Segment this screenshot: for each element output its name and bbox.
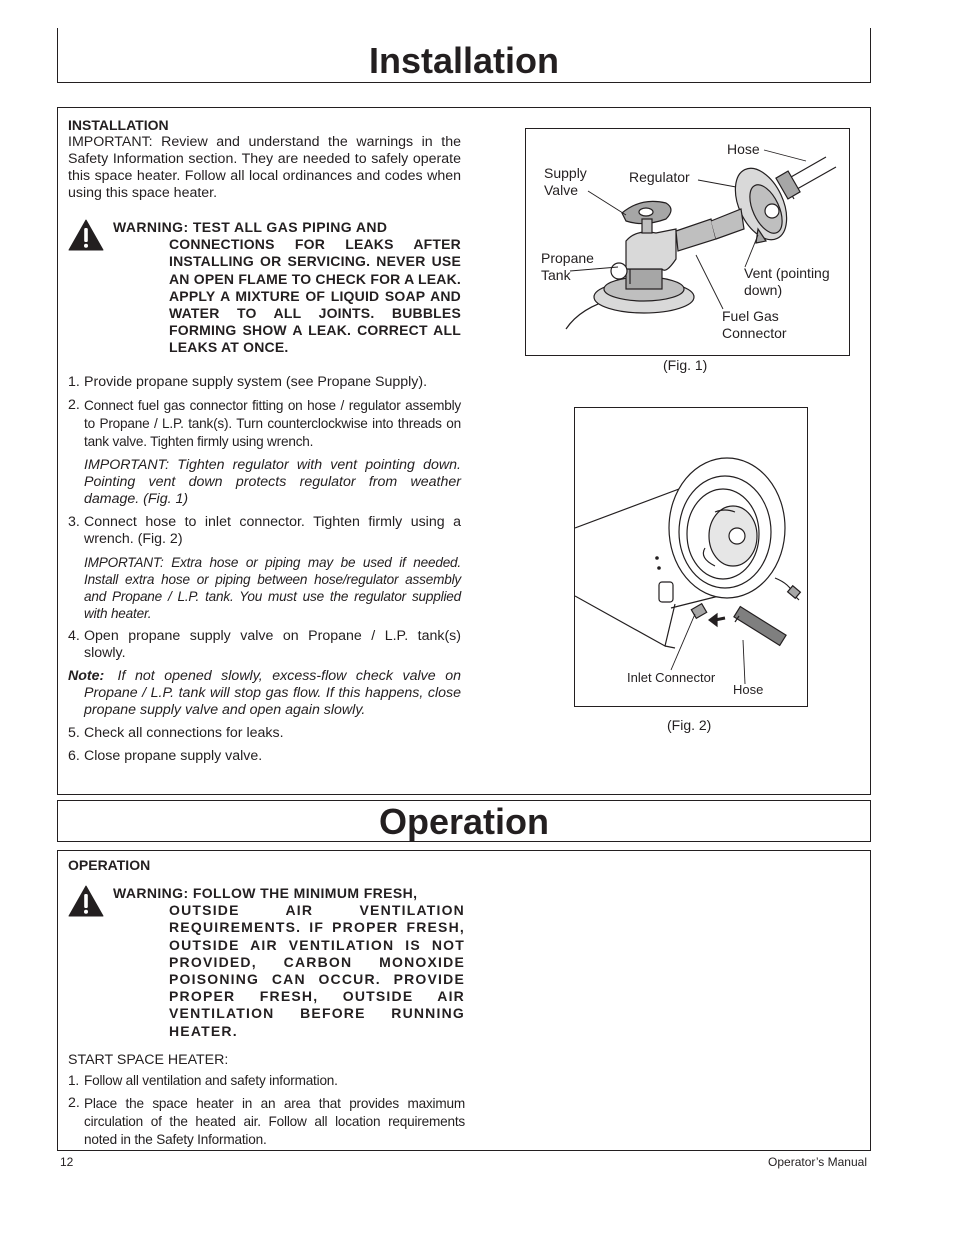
operation-title-box xyxy=(57,800,871,842)
operation-text-column xyxy=(68,857,465,1155)
installation-step-6: 6. Close propane supply valve. xyxy=(68,747,263,764)
page-number: 12 xyxy=(60,1155,74,1169)
heater-inlet-illustration xyxy=(575,408,807,706)
installation-important-hose: IMPORTANT: Extra hose or piping may be used if needed. Install extra hose or piping between hose/regulator assembly and Propane / L.P. tank. You must use the regulator supplied with heater. xyxy=(84,554,461,621)
installation-warning-first-line: WARNING: TEST ALL GAS PIPING AND xyxy=(113,219,388,235)
fig2-inlet-connector-label: Inlet Connector xyxy=(627,670,716,685)
installation-warning xyxy=(68,219,461,357)
operation-title: Operation xyxy=(378,801,549,842)
installation-step-3: 3. Connect hose to inlet connector. Tighten firmly using a wrench. (Fig. 2) IMPORTANT: Extra hose or piping may be used if needed. Install extra hose or piping between hose/regulator assembly and Propane / L.P. tank. You must use the regulator supplied with heater. xyxy=(68,513,461,621)
fig2-caption: (Fig. 2) xyxy=(667,717,712,733)
installation-important-regulator: IMPORTANT: Tighten regulator with vent pointing down. Pointing vent down protects regulator from weather damage. (Fig. 1) xyxy=(84,456,461,507)
note-label: Note: xyxy=(68,667,105,684)
installation-step-1: 1. Provide propane supply system (see Propane Supply). xyxy=(68,373,428,390)
fig2-hose-label: Hose xyxy=(733,682,764,697)
figure-1-regulator-diagram xyxy=(525,128,850,356)
operation-warning-first-line: WARNING: FOLLOW THE MINIMUM FRESH, xyxy=(113,885,418,901)
regulator-illustration xyxy=(526,129,849,355)
warning-triangle-icon xyxy=(68,885,104,917)
operation-warning xyxy=(68,885,465,1040)
fig1-connector-label: Connector xyxy=(722,325,787,341)
fig1-vent-down-label: down) xyxy=(744,282,783,298)
operation-step-2: 2. Place the space heater in an area that provides maximum circulation of the heated air. Follow all location requirements noted in the Safety Information. xyxy=(68,1094,465,1147)
installation-step-2: 2. Connect fuel gas connector fitting on hose / regulator assembly to Propane / L.P. tank(s). Turn counterclockwise into threads on tank valve. Tighten firmly using wrench. IMPORTANT: Tighten regulator with vent pointing down. Pointing vent down protects regulator from weather damage. (Fig. 1) xyxy=(68,396,461,507)
installation-step-5: 5. Check all connections for leaks. xyxy=(68,724,284,741)
installation-text-column xyxy=(68,117,461,771)
fig1-valve-label: Valve xyxy=(544,182,578,198)
operation-content-box xyxy=(57,850,871,1151)
installation-heading: INSTALLATION xyxy=(68,117,169,133)
fig1-caption: (Fig. 1) xyxy=(663,357,708,373)
note-text: If not opened slowly, excess-flow check valve on Propane / L.P. tank will stop gas flow. If this happens, close propane supply valve and open again slowly. xyxy=(84,667,461,718)
fig1-propane-label: Propane xyxy=(541,250,594,266)
operation-warning-text: OUTSIDE AIR VENTILATION REQUIREMENTS. IF PROPER FRESH, OUTSIDE AIR VENTILATION IS NOT PROVIDED, CARBON MONOXIDE POISONING CAN OCCUR. PROVIDE PROPER FRESH, OUTSIDE AIR VENTILATION BEFORE RUNNING HEATER. xyxy=(169,902,465,1039)
installation-warning-text: CONNECTIONS FOR LEAKS AFTER INSTALLING OR SERVICING. NEVER USE AN OPEN FLAME TO CHECK FOR A LEAK. APPLY A MIXTURE OF LIQUID SOAP AND WATER TO ALL JOINTS. BUBBLES FORMING SHOW A LEAK. CORRECT ALL LEAKS AT ONCE. xyxy=(169,236,461,356)
figure-2-heater-diagram xyxy=(574,407,808,707)
operation-heading: OPERATION xyxy=(68,857,151,873)
operation-steps xyxy=(68,1072,465,1149)
warning-triangle-icon xyxy=(68,219,104,251)
fig1-hose-label: Hose xyxy=(727,141,760,157)
installation-title-box xyxy=(57,28,871,83)
fig1-tank-label: Tank xyxy=(541,267,571,283)
fig1-vent-label: Vent (pointing xyxy=(744,265,830,281)
footer-manual-title: Operator’s Manual xyxy=(768,1155,867,1169)
installation-intro: IMPORTANT: Review and understand the warnings in the Safety Information section. They are needed to safely operate this space heater. Follow all local ordinances and codes when using this space heater. xyxy=(68,134,461,201)
installation-title: Installation xyxy=(368,40,560,81)
fig1-fuel-gas-label: Fuel Gas xyxy=(722,308,779,324)
operation-step-1: 1. Follow all ventilation and safety information. xyxy=(68,1072,338,1088)
installation-step-4: 4. Open propane supply valve on Propane / L.P. tank(s) slowly. xyxy=(68,627,461,661)
start-space-heater-heading: START SPACE HEATER: xyxy=(68,1051,229,1068)
installation-steps xyxy=(68,374,461,765)
fig1-regulator-label: Regulator xyxy=(629,169,690,185)
fig1-supply-label: Supply xyxy=(544,165,587,181)
installation-note xyxy=(68,668,461,719)
